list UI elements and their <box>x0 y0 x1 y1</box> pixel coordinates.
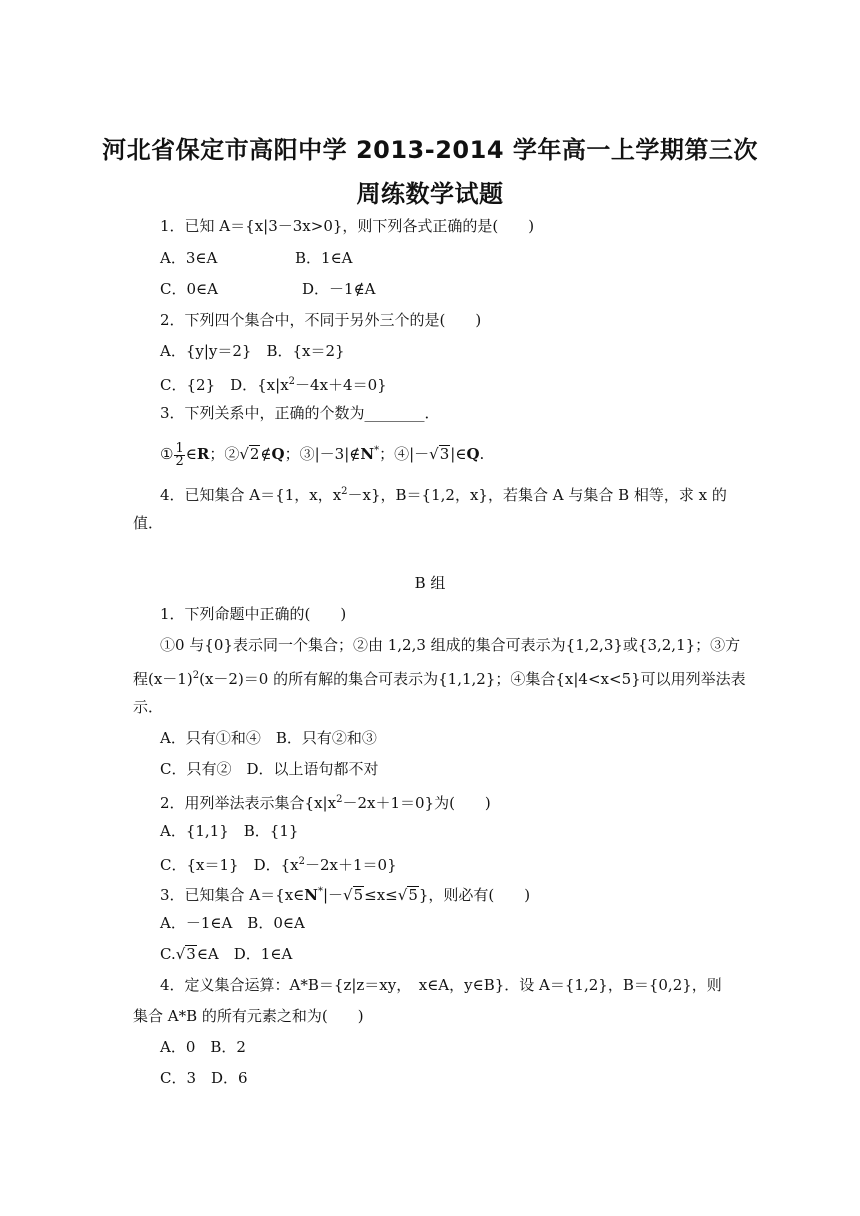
statement-3-prefix: ；③|－3|∉ <box>284 445 361 463</box>
title-line-2: 周练数学试题 <box>356 180 504 208</box>
not-in-symbol: ∉ <box>260 445 272 463</box>
b-q1-exponent: 2 <box>192 670 200 681</box>
b-question-4-line-1: 4．定义集合运算：A*B＝{z|z＝xy， x∈A，y∈B}．设 A＝{1,2}，B＝{0,2}，则 <box>160 976 722 994</box>
b-q2-exponent: 2 <box>336 794 343 805</box>
b-q2-cd-pre: C．{x＝1} D．{x <box>160 856 299 874</box>
statement-4-tail: |∈ <box>450 445 467 463</box>
radicand-2: 2 <box>249 445 260 463</box>
question-4-line-2: 值． <box>133 514 164 532</box>
question-2-options-ab: A．{y|y＝2} B．{x＝2} <box>160 342 345 360</box>
section-b-heading: B 组 <box>414 574 446 592</box>
set-Q-1: Q <box>271 445 285 463</box>
set-Q-2: Q <box>466 445 480 463</box>
b-q1-l2-post: (x－2)＝0 的所有解的集合可表示为{1,1,2}；④集合{x|4<x<5}可以用列举法表 <box>199 670 746 688</box>
b-question-2-stem <box>160 790 491 813</box>
b-q3-c-pre: C.√ <box>160 945 186 963</box>
b-question-4-options-ab: A．0 B．2 <box>160 1038 246 1056</box>
statement-end: . <box>479 445 485 463</box>
b-q3-mid-1: |－√ <box>322 886 353 904</box>
question-2-options-cd <box>160 372 387 395</box>
b-question-1-options-ab: A．只有①和④ B．只有②和③ <box>160 729 377 747</box>
question-1-option-b: B．1∈A <box>295 249 353 267</box>
b-q3-radicand-2: 5 <box>408 886 418 904</box>
b-q2-cd-exponent: 2 <box>298 856 305 867</box>
b-question-3-options-cd <box>160 944 292 964</box>
question-3-statements <box>160 436 484 469</box>
q2-cd-exponent: 2 <box>288 376 296 387</box>
b-q3-set-N: N <box>304 886 318 904</box>
star-superscript: * <box>374 445 380 456</box>
fraction-denominator: 2 <box>175 453 184 469</box>
fraction-one-half <box>174 440 184 469</box>
b-q3-radicand-1: 5 <box>353 886 364 904</box>
b-question-4-line-2: 集合 A*B 的所有元素之和为( ) <box>133 1007 364 1025</box>
b-question-1-line-1: ①0 与{0}表示同一个集合；②由 1,2,3 组成的集合可表示为{1,2,3}或{3,2,1}；③方 <box>160 636 741 654</box>
q4-text-post: －x}，B＝{1,2，x}，若集合 A 与集合 B 相等，求 x 的 <box>347 486 727 504</box>
title-line-1: 河北省保定市高阳中学 2013-2014 学年高一上学期第三次 <box>102 136 758 164</box>
b-q2-cd-post: －2x＋1＝0} <box>304 856 397 874</box>
b-q3-post: }，则必有( ) <box>418 886 531 904</box>
question-3-stem: 3．下列关系中，正确的个数为________． <box>160 404 440 422</box>
q4-exponent: 2 <box>341 486 348 497</box>
b-q3-star: * <box>317 886 323 897</box>
set-N: N <box>360 445 375 463</box>
b-q3-pre: 3．已知集合 A＝{x∈ <box>160 886 305 904</box>
q2-cd-text: C．{2} D．{x|x <box>160 376 289 394</box>
b-q3-c-radicand: 3 <box>186 945 196 963</box>
fraction-numerator: 1 <box>175 440 184 456</box>
question-1-stem: 1．已知 A＝{x|3－3x>0}，则下列各式正确的是( ) <box>160 217 535 235</box>
in-symbol: ∈ <box>185 445 197 463</box>
b-question-1-line-3: 示． <box>133 698 164 716</box>
b-question-2-options-cd <box>160 852 397 875</box>
b-q3-c-post: ∈A D．1∈A <box>196 945 293 963</box>
circled-1: ① <box>160 445 174 463</box>
b-question-2-options-ab: A．{1,1} B．{1} <box>160 822 299 840</box>
question-4-line-1 <box>160 482 727 505</box>
radicand-3: 3 <box>439 445 450 463</box>
b-q2-stem-pre: 2．用列举法表示集合{x|x <box>160 794 337 812</box>
b-question-3-stem <box>160 882 530 905</box>
b-question-1-stem: 1．下列命题中正确的( ) <box>160 605 347 623</box>
statement-2-prefix: ；②√ <box>209 445 249 463</box>
q2-cd-text-post: －4x＋4＝0} <box>295 376 387 394</box>
b-question-1-line-2 <box>133 666 746 689</box>
question-2-stem: 2．下列四个集合中，不同于另外三个的是( ) <box>160 311 482 329</box>
q4-text-pre: 4．已知集合 A＝{1，x，x <box>160 486 342 504</box>
b-question-1-options-cd: C．只有② D．以上语句都不对 <box>160 760 379 778</box>
question-1-option-d: D．－1∉A <box>302 280 376 298</box>
b-question-3-options-ab: A．－1∈A B．0∈A <box>160 914 305 932</box>
question-1-option-c: C．0∈A <box>160 280 218 298</box>
b-q2-stem-post: －2x＋1＝0}为( ) <box>342 794 491 812</box>
b-question-4-options-cd: C．3 D．6 <box>160 1069 248 1087</box>
set-R: R <box>196 445 210 463</box>
b-q3-mid-2: ≤x≤√ <box>364 886 408 904</box>
question-1-option-a: A．3∈A <box>160 249 218 267</box>
b-q1-l2-pre: 程(x－1) <box>133 670 193 688</box>
statement-4-prefix: ；④|－√ <box>379 445 439 463</box>
